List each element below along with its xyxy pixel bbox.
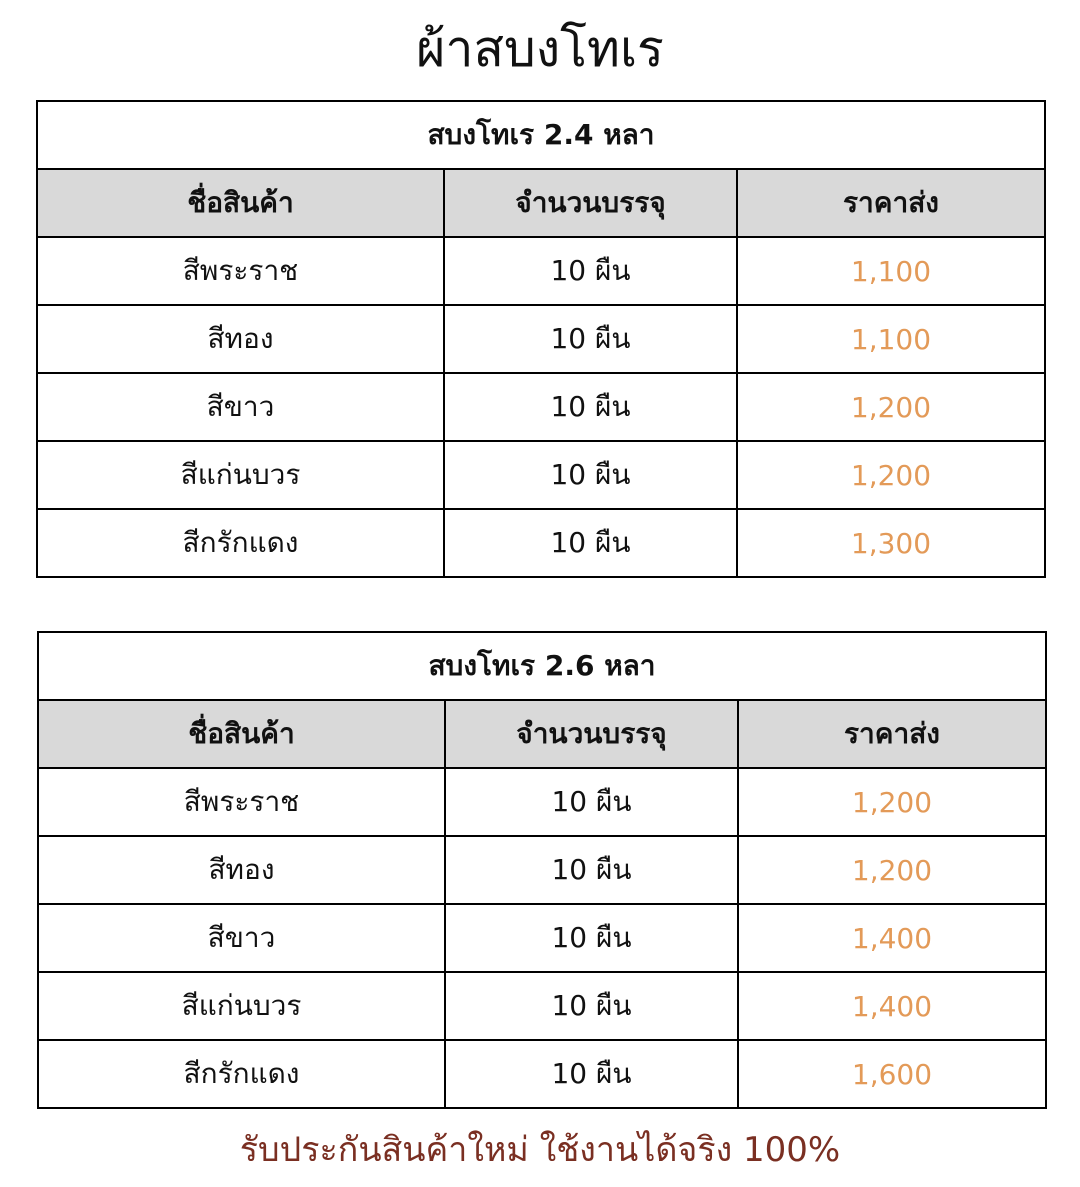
table-row [38,972,1046,1040]
table-row [38,768,1046,836]
column-header-quantity: จำนวนบรรจุ [445,700,738,768]
price-cell: 1,200 [738,836,1046,904]
product-name-cell: สีทอง [38,836,445,904]
quantity-cell: 10 ผืน [445,836,738,904]
product-name-cell: สีขาว [37,373,444,441]
price-cell: 1,100 [737,305,1045,373]
product-name-cell: สีกรักแดง [37,509,444,577]
price-cell: 1,400 [738,904,1046,972]
quantity-cell: 10 ผืน [445,904,738,972]
product-name-cell: สีกรักแดง [38,1040,445,1108]
table-row [37,441,1045,509]
quantity-cell: 10 ผืน [445,768,738,836]
table-caption: สบงโทเร 2.6 หลา [38,632,1046,700]
price-table-26-yard [37,631,1047,1109]
table-row [37,373,1045,441]
price-cell: 1,200 [737,441,1045,509]
quantity-cell: 10 ผืน [444,373,737,441]
table-header-row [37,169,1045,237]
price-cell: 1,200 [738,768,1046,836]
product-name-cell: สีแก่นบวร [38,972,445,1040]
table-row [37,509,1045,577]
column-header-quantity: จำนวนบรรจุ [444,169,737,237]
price-cell: 1,400 [738,972,1046,1040]
quantity-cell: 10 ผืน [444,305,737,373]
table-row [37,237,1045,305]
product-name-cell: สีพระราช [38,768,445,836]
price-cell: 1,300 [737,509,1045,577]
table-header-row [38,700,1046,768]
column-header-wholesale-price: ราคาส่ง [737,169,1045,237]
quantity-cell: 10 ผืน [444,237,737,305]
page-title: ผ้าสบงโทเร [416,20,664,78]
product-name-cell: สีขาว [38,904,445,972]
table-row [37,305,1045,373]
price-cell: 1,600 [738,1040,1046,1108]
product-name-cell: สีพระราช [37,237,444,305]
product-name-cell: สีทอง [37,305,444,373]
price-table-24-yard [36,100,1046,578]
warranty-note: รับประกันสินค้าใหม่ ใช้งานได้จริง 100% [239,1130,841,1170]
product-name-cell: สีแก่นบวร [37,441,444,509]
quantity-cell: 10 ผืน [444,509,737,577]
table-row [38,904,1046,972]
quantity-cell: 10 ผืน [445,972,738,1040]
table-row [38,1040,1046,1108]
column-header-wholesale-price: ราคาส่ง [738,700,1046,768]
quantity-cell: 10 ผืน [445,1040,738,1108]
quantity-cell: 10 ผืน [444,441,737,509]
column-header-product-name: ชื่อสินค้า [37,169,444,237]
price-cell: 1,200 [737,373,1045,441]
table-caption-row [38,632,1046,700]
price-cell: 1,100 [737,237,1045,305]
table-caption: สบงโทเร 2.4 หลา [37,101,1045,169]
table-row [38,836,1046,904]
table-caption-row [37,101,1045,169]
column-header-product-name: ชื่อสินค้า [38,700,445,768]
